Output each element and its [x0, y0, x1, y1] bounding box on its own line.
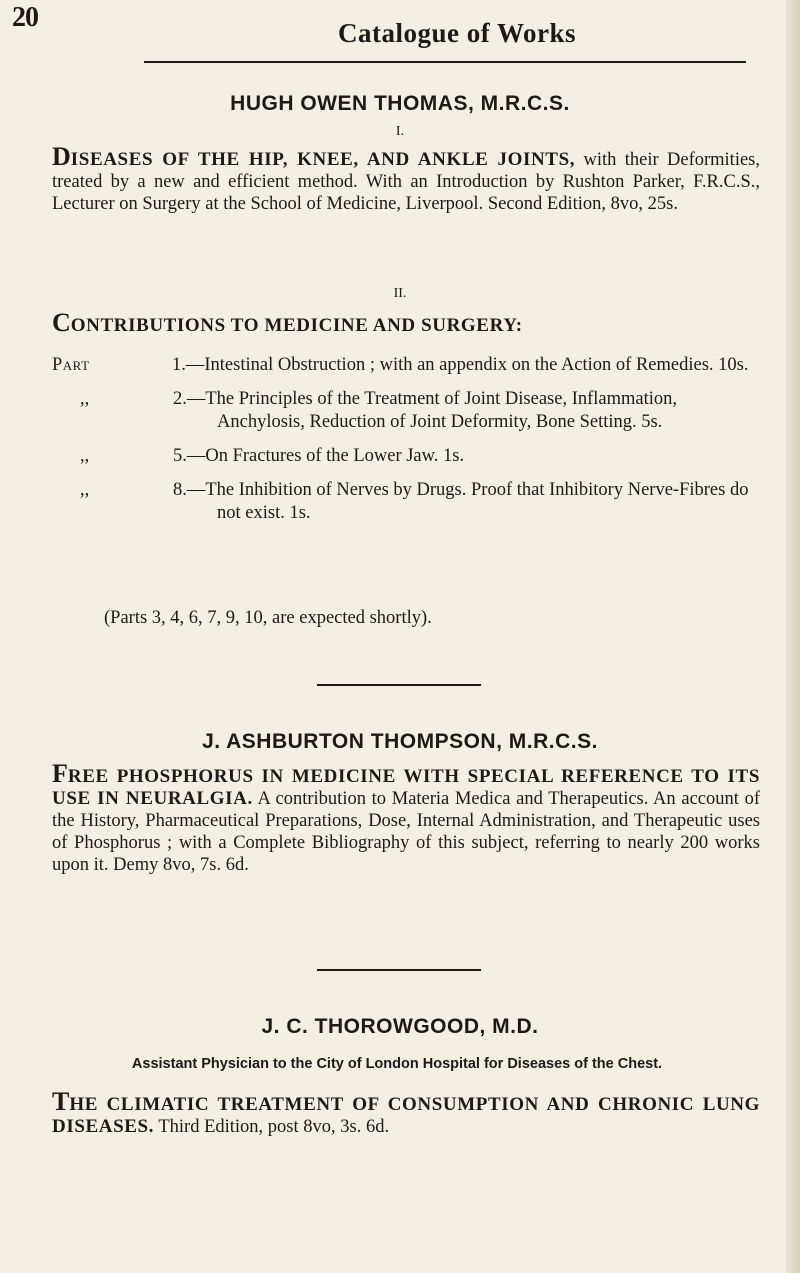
- work-entry-free-phosphorus: [52, 759, 761, 876]
- running-title: Catalogue of Works: [338, 18, 577, 48]
- part-text: —The Inhibition of Nerves by Drugs. Proof that Inhibitory Nerve-Fibres do not exist. 1s.: [186, 480, 749, 523]
- list-item: [52, 388, 760, 434]
- author-position: Assistant Physician to the City of London Hospital for Diseases of the Chest.: [131, 1056, 663, 1072]
- part-number: 8.: [173, 480, 187, 500]
- section-divider: [317, 969, 481, 971]
- page-edge-shadow: [786, 0, 800, 1273]
- list-item: [52, 479, 760, 525]
- drop-initial: F: [52, 759, 68, 788]
- part-label: ,,: [80, 480, 90, 500]
- part-text: —On Fractures of the Lower Jaw. 1s.: [186, 446, 465, 466]
- work-entry-contributions: [52, 308, 760, 337]
- parts-list: [52, 354, 760, 536]
- author-heading-thomas: HUGH OWEN THOMAS, M.R.C.S.: [230, 92, 570, 115]
- part-text: —Intestinal Obstruction ; with an appendix on the Action of Remedies. 10s.: [185, 355, 749, 375]
- drop-initial: C: [52, 308, 71, 337]
- work-description: Third Edition, post 8vo, 3s. 6d.: [154, 1117, 390, 1137]
- work-title: ISEASES OF THE HIP, KNEE, AND ANKLE JOINTS,: [70, 149, 576, 170]
- drop-initial: T: [52, 1087, 70, 1116]
- drop-initial: D: [52, 142, 71, 171]
- work-title: REE PHOSPHORUS IN MEDICINE WITH SPECIAL REFERENCE TO ITS USE IN NEURALGIA.: [52, 766, 760, 809]
- header-rule: [144, 61, 746, 63]
- section-divider: [317, 684, 481, 686]
- part-number: 2.: [173, 389, 187, 409]
- work-numeral-2: II.: [393, 286, 407, 301]
- author-heading-thompson: J. ASHBURTON THOMPSON, M.R.C.S.: [202, 730, 598, 753]
- list-item: [52, 445, 760, 468]
- work-numeral-1: I.: [395, 124, 405, 139]
- work-entry-diseases-hip: [52, 142, 760, 215]
- author-heading-thorowgood: J. C. THOROWGOOD, M.D.: [261, 1015, 539, 1038]
- work-description: A contribution to Materia Medica and Therapeutics. An account of the History, Pharmaceutical Preparations, Dose, Internal Administration, and Therapeutic uses of Phosphorus ; with a Complete Bibliography of this subject, referring to nearly 200 works upon it. Demy 8vo, 7s. 6d.: [52, 789, 761, 875]
- part-label: Part: [52, 355, 90, 375]
- work-title: HE CLIMATIC TREATMENT OF CONSUMPTION AND CHRONIC LUNG DISEASES.: [52, 1094, 760, 1137]
- work-description: with their Deformities, treated by a new and efficient method. With an Introduction by Rushton Parker, F.R.C.S., Lecturer on Surgery at the School of Medicine, Liverpool. Second Edition, 8vo, 25s.: [52, 150, 760, 214]
- page-number: 20: [12, 2, 38, 33]
- part-label: ,,: [80, 446, 90, 466]
- part-label: ,,: [80, 389, 90, 409]
- part-text: —The Principles of the Treatment of Joint Disease, Inflammation, Anchylosis, Reduction of Joint Deformity, Bone Setting. 5s.: [186, 389, 678, 432]
- work-title: ONTRIBUTIONS TO MEDICINE AND SURGERY:: [70, 315, 523, 336]
- list-item: [52, 354, 760, 377]
- part-number: 1.: [172, 355, 186, 375]
- part-number: 5.: [173, 446, 187, 466]
- work-entry-climatic-treatment: [52, 1087, 760, 1138]
- parts-note: (Parts 3, 4, 6, 7, 9, 10, are expected shortly).: [104, 608, 432, 628]
